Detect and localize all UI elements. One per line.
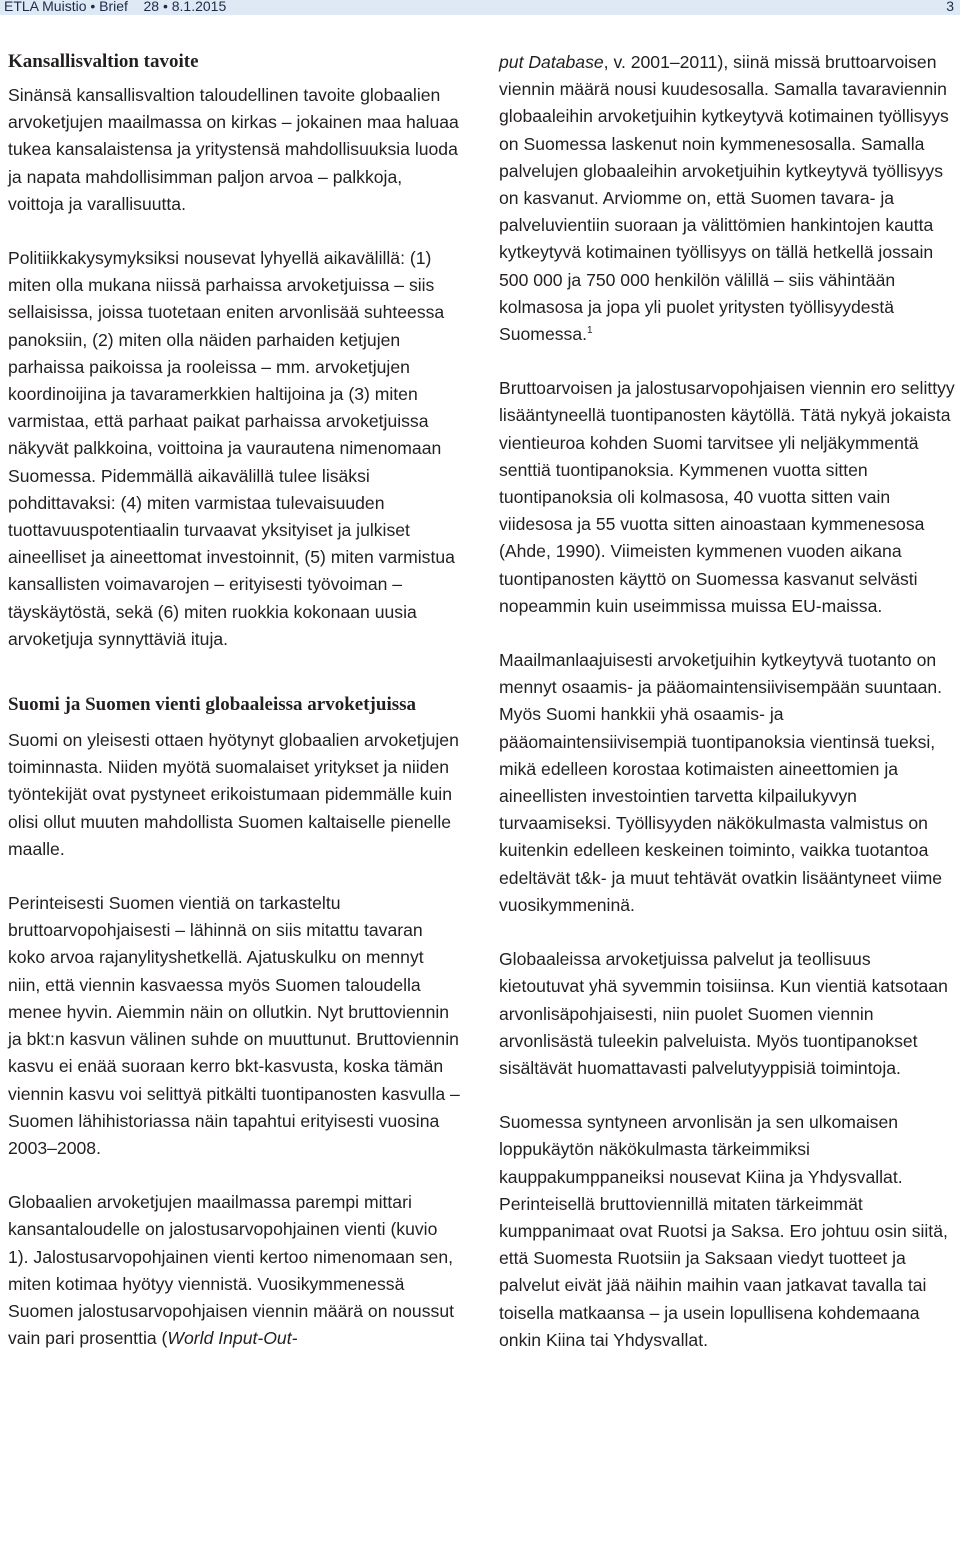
paragraph: Perinteisesti Suomen vientiä on tarkasteltu bruttoarvopohjaisesti – lähinnä on siis mitattu tavaran koko arvoa rajanylityshetkellä. Ajatuskulku on mennyt niin, että viennin kasvaessa myös Suomen taloudella menee hyvin. Aiemmin näin on ollutkin. Nyt bruttoviennin ja bkt:n kasvun välinen suhde on muuttunut. Bruttoviennin kasvu ei enää suoraan kerro bkt-kasvusta, koska tämän viennin kasvu voi selittyä pitkälti tuontipanosten kasvulla – Suomen lähihistoriassa näin tapahtui erityisesti vuosina 2003–2008. xyxy=(8,893,460,1158)
section-heading-suomen-vienti: Suomi ja Suomen vienti globaaleissa arvoketjuissa xyxy=(8,694,417,716)
paragraph xyxy=(499,49,959,348)
paragraph: Sinänsä kansallisvaltion taloudellinen tavoite globaalien arvoketjujen maailmassa on kirkas – jokainen maa haluaa tukea kansalaistensa ja yritystensä mahdollisuuksia luoda ja napata mahdollisimman paljon arvoa – palkkoja, voittoja ja varallisuutta. xyxy=(8,85,459,214)
header-publication-info: ETLA Muistio • Brief 28 • 8.1.2015 xyxy=(4,0,227,14)
paragraph: Bruttoarvoisen ja jalostusarvopohjaisen viennin ero selittyy lisääntyneellä tuontipanosten käytöllä. Tätä nykyä jokaista vientieuroa kohden Suomi tarvitsee yli neljäkymmentä senttiä tuontipanoksia. Kymmenen vuotta sitten tuontipanoksia oli kolmasosa, 40 vuotta sitten vain viidesosa ja 55 vuotta sitten ainoastaan kymmenesosa (Ahde, 1990). Viimeisten kymmenen vuoden aikana tuontipanosten käyttö on Suomessa kasvanut selvästi nopeammin kuin useimmissa muissa EU-maissa. xyxy=(499,378,955,616)
paragraph-text: Globaalien arvoketjujen maailmassa parempi mittari kansantaloudelle on jalostusarvopohjainen vienti (kuvio 1). Jalostusarvopohjainen vienti kertoo nimenomaan sen, miten kotimaa hyötyy viennistä. Vuosikymmenessä Suomen jalostusarvopohjaisen viennin määrä on noussut vain pari prosenttia ( xyxy=(8,1192,454,1349)
left-column xyxy=(8,48,460,1352)
paragraph xyxy=(8,1189,460,1352)
header-page-number: 3 xyxy=(946,0,954,14)
paragraph: Suomessa syntyneen arvonlisän ja sen ulkomaisen loppukäytön näkökulmasta tärkeimmiksi kauppakumppaneiksi nousevat Kiina ja Yhdysvallat. Perinteisellä bruttoviennillä mitaten tärkeimmät kumppanimaat ovat Ruotsi ja Saksa. Ero johtuu osin siitä, että Suomesta Ruotsiin ja Saksaan viedyt tuotteet ja palvelut eivät jää näihin maihin vaan jatkavat tavalla tai toisella matkaansa – ja usein lopullisena kohdemaana onkin Kiina tai Yhdysvallat. xyxy=(499,1112,948,1350)
paragraph: Maailmanlaajuisesti arvoketjuihin kytkeytyvä tuotanto on mennyt osaamis- ja pääomaintensiivisempään suuntaan. Myös Suomi hankkii yhä osaamis- ja pääomaintensiivisempiä tuontipanoksia vientinsä tueksi, mikä edelleen korostaa kotimaisten aineettomien ja aineellisten investointien tarvetta kilpailukyvyn turvaamiseksi. Työllisyyden näkökulmasta valmistus on kuitenkin edelleen keskeinen toiminto, vaikka tuotantoa edeltävät t&k- ja muut tehtävät ovatkin lisääntyneet viime vuosikymmeninä. xyxy=(499,650,943,915)
source-citation: World Input-Out- xyxy=(167,1328,298,1349)
paragraph: Suomi on yleisesti ottaen hyötynyt globaalien arvoketjujen toiminnasta. Niiden myötä suomalaiset yritykset ja niiden työntekijät ovat pystyneet erikoistumaan pidemmälle kuin olisi ollut muuten mahdollista Suomen kaltaiselle pienelle maalle. xyxy=(8,730,459,859)
source-citation: put Database xyxy=(499,52,604,72)
section-heading-kansallisvaltion-tavoite: Kansallisvaltion tavoite xyxy=(8,51,199,72)
paragraph: Politiikkakysymyksiksi nousevat lyhyellä aikavälillä: (1) miten olla mukana niissä parhaissa arvoketjuissa – siis sellaisissa, joissa tuotetaan eniten arvonlisää suhteessa panoksiin, (2) miten olla näiden parhaiden ketjujen parhaissa paikoissa ja rooleissa – mm. arvoketjujen koordinoijina ja tavaramerkkien haltijoina ja (3) miten varmistaa, että parhaat paikat parhaissa arvoketjuissa näkyvät palkkoina, voittoina ja vaurautena nimenomaan Suomessa. Pidemmällä aikavälillä tulee lisäksi pohdittavaksi: (4) miten varmistaa tulevaisuuden tuottavuuspotentiaalin turvaavat yksityiset ja julkiset aineelliset ja aineettomat investoinnit, (5) miten varmistua kansallisten voimavarojen – erityisesti työvoiman – täyskäytöstä, sekä (6) miten ruokkia kokonaan uusia arvoketjuja synnyttäviä ituja. xyxy=(8,248,455,649)
paragraph-text: , v. 2001–2011), siinä missä bruttoarvoisen viennin määrä nousi kuudesosalla. Samalla tavaraviennin globaaleihin arvoketjuihin kytkeytyvä kotimainen työllisyys on Suomessa laskenut noin kymmenesosalla. Samalla palvelujen globaaleihin arvoketjuihin kytkeytyvä työllisyys on kasvanut. Arviomme on, että Suomen tavara- ja palveluvientiin suoraan ja välittömien hankintojen kautta kytkeytyvä kotimainen työllisyys on tällä hetkellä jossain 500 000 ja 750 000 henkilön välillä – siis vähintään kolmasosa ja jopa yli puolet yritysten työllisyydestä Suomessa. xyxy=(499,52,949,345)
paragraph: Globaaleissa arvoketjuissa palvelut ja teollisuus kietoutuvat yhä syvemmin toisiinsa. Kun vientiä katsotaan arvonlisäpohjaisesti, niin puolet Suomen viennin arvonlisästä tuleekin palveluista. Myös tuontipanokset sisältävät huomattavasti palvelutyyppisiä toimintoja. xyxy=(499,949,948,1078)
footnote-marker[interactable]: 1 xyxy=(587,325,593,337)
page-header xyxy=(0,0,960,15)
right-column xyxy=(499,49,959,1354)
